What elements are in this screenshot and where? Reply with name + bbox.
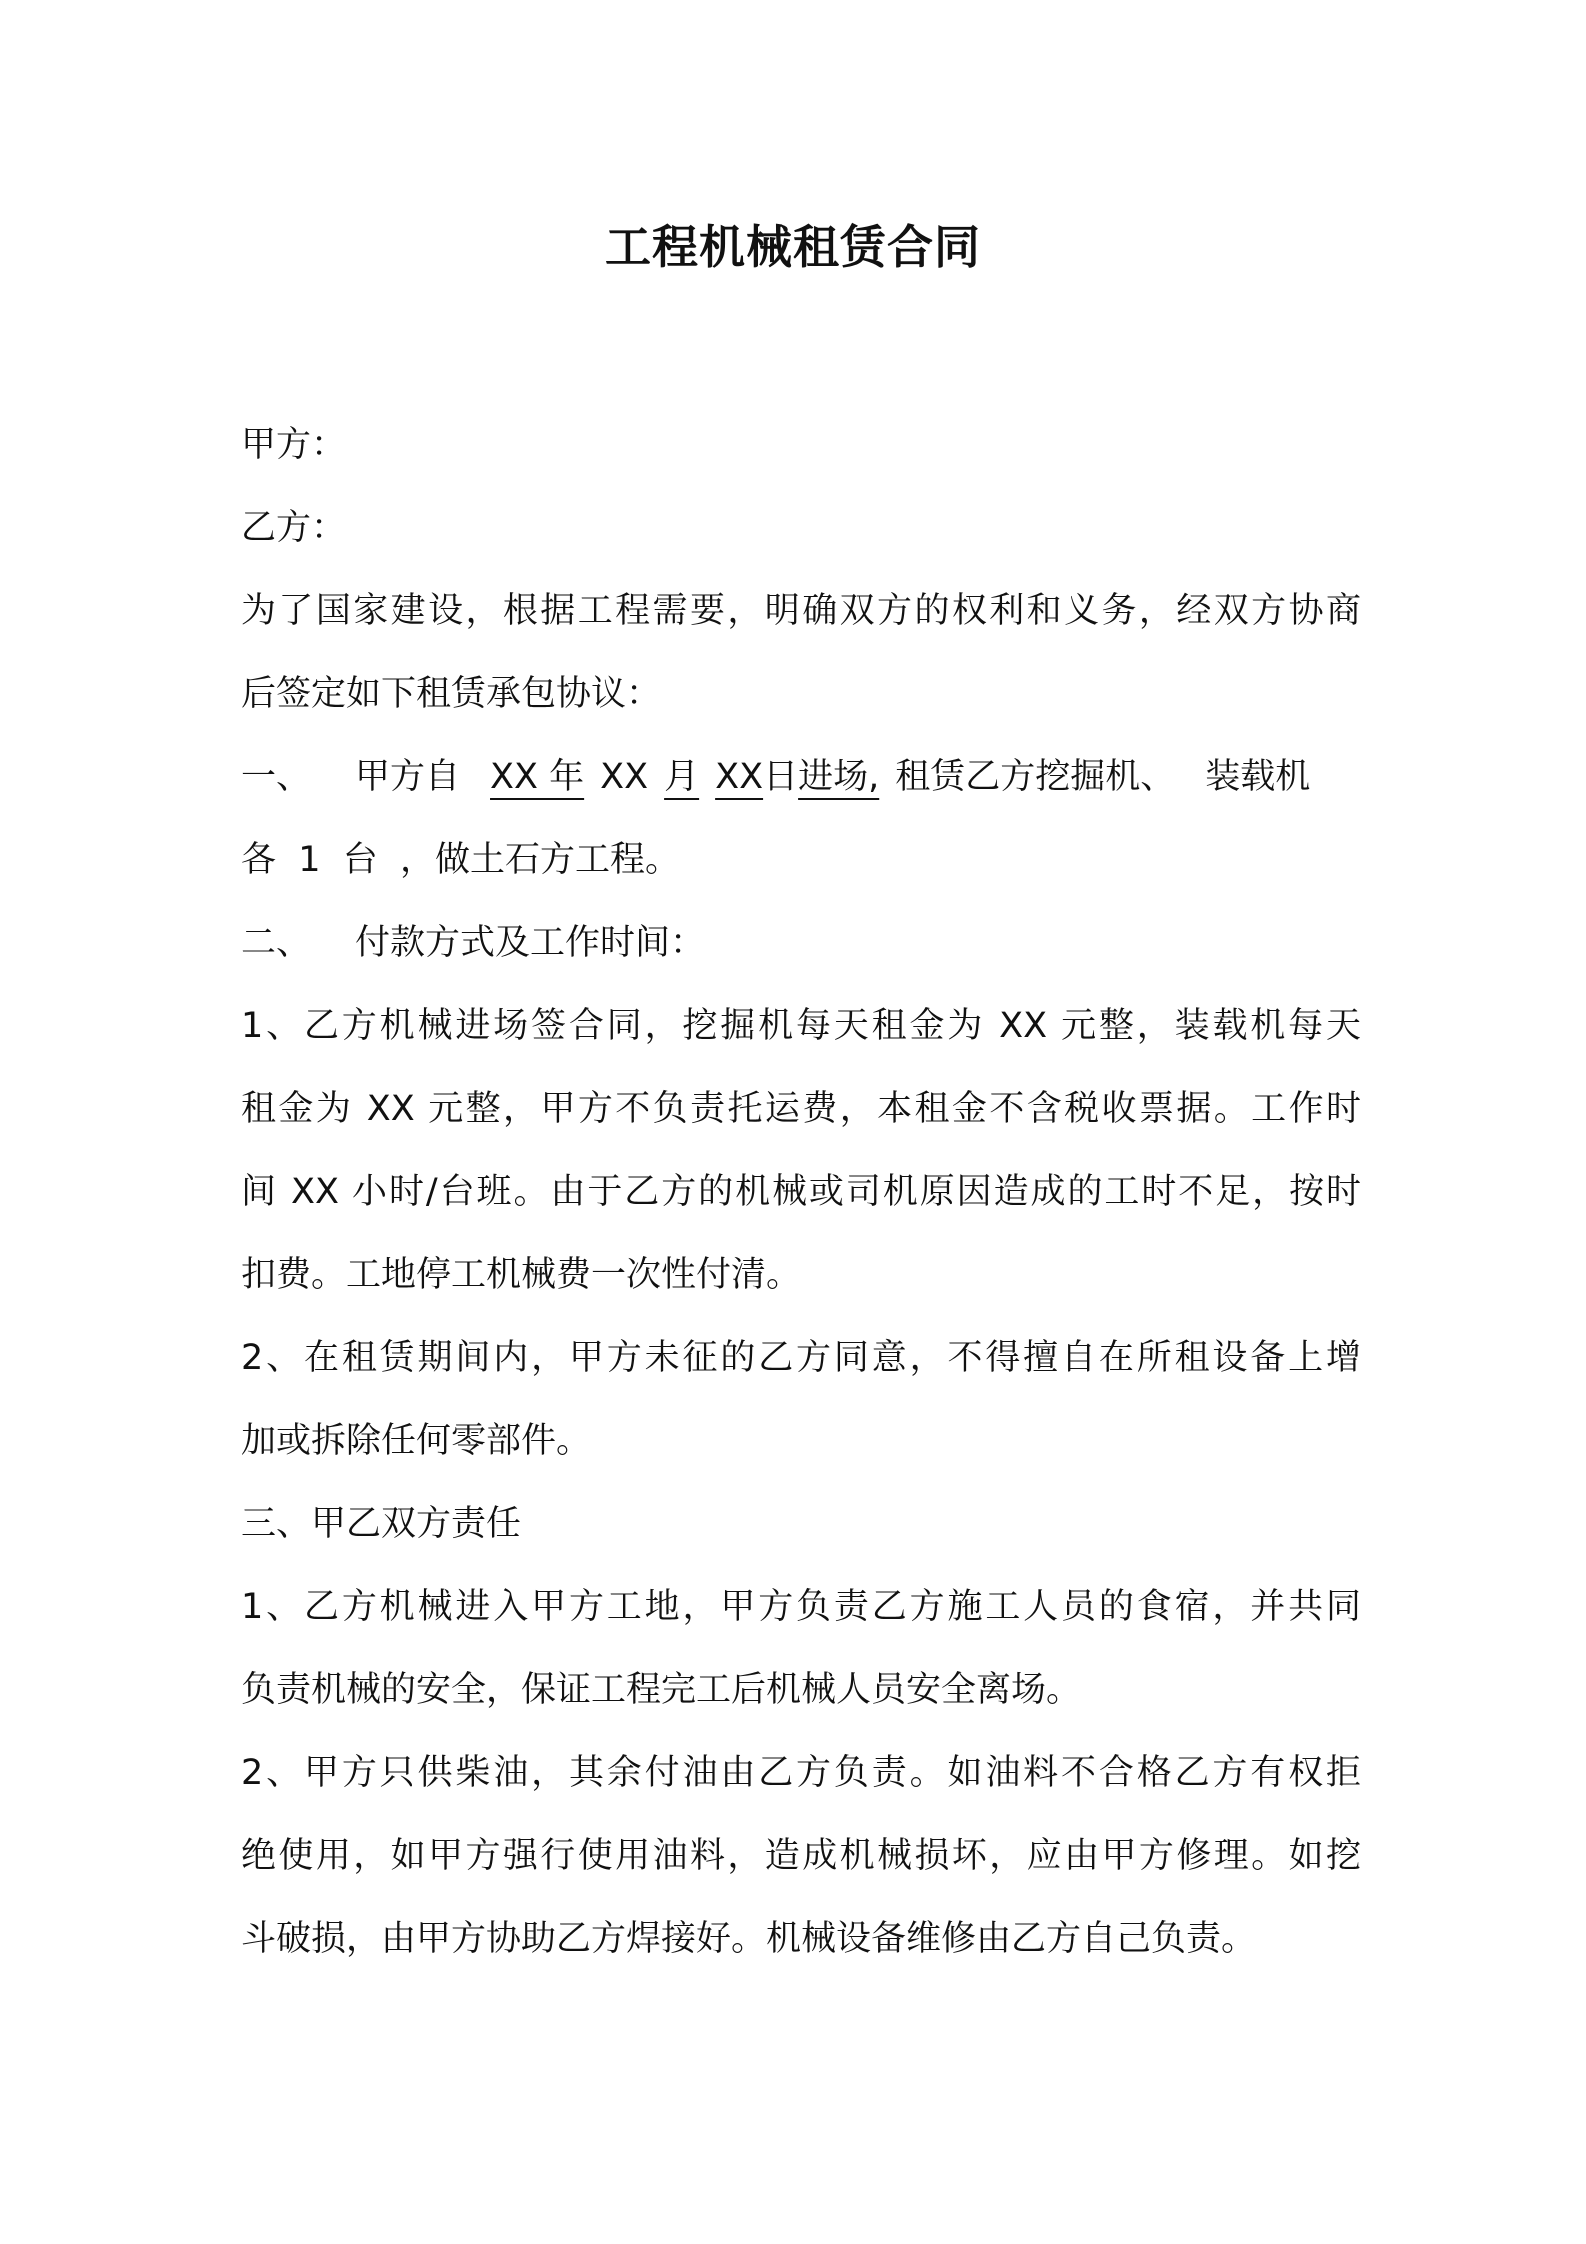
section2-heading-text: 付款方式及工作时间： xyxy=(355,923,706,963)
section1-enter: 进场, xyxy=(798,757,880,797)
section1-year-field: XX 年 xyxy=(490,757,585,797)
intro-line: 后签定如下租赁承包协议： xyxy=(241,674,662,714)
section1-line: 各 1 台 ，做土石方工程。 xyxy=(241,840,681,880)
section3-item1-line: 1、乙方机械进入甲方工地，甲方负责乙方施工人员的食宿，并共同 xyxy=(241,1587,1361,1627)
section1-day-unit: 日 xyxy=(763,757,799,797)
section1-day-value: XX xyxy=(715,757,764,797)
section2-item2-line: 加或拆除任何零部件。 xyxy=(241,1421,592,1461)
section3-item2-line: 绝使用，如甲方强行使用油料，造成机械损坏，应由甲方修理。如挖 xyxy=(241,1836,1361,1876)
section2-item2-line: 2、在租赁期间内，甲方未征的乙方同意，不得擅自在所租设备上增 xyxy=(241,1338,1361,1378)
section2-heading xyxy=(241,902,1361,985)
section2-item1-line: 间 XX 小时/台班。由于乙方的机械或司机原因造成的工时不足，按时 xyxy=(241,1172,1361,1212)
document-body xyxy=(241,404,1361,1981)
section1-number: 一、 xyxy=(241,757,312,797)
section1-month-value: XX xyxy=(600,757,649,797)
section3-item2-line: 斗破损，由甲方协助乙方焊接好。机械设备维修由乙方自己负责。 xyxy=(241,1919,1257,1959)
section1-loader: 装载机 xyxy=(1205,757,1311,797)
document-title: 工程机械租赁合同 xyxy=(605,220,981,274)
section3-item1-line: 负责机械的安全，保证工程完工后机械人员安全离场。 xyxy=(241,1670,1082,1710)
section1-month-unit: 月 xyxy=(664,757,700,797)
section1-line xyxy=(241,736,1361,819)
party-a-line: 甲方： xyxy=(241,425,347,465)
section1-rent: 租赁乙方挖掘机、 xyxy=(895,757,1176,797)
section1-text-start: 甲方自 xyxy=(355,757,461,797)
section2-heading-number: 二、 xyxy=(241,923,312,963)
section3-heading: 三、甲乙双方责任 xyxy=(241,1504,522,1544)
party-b-line: 乙方： xyxy=(241,508,347,548)
section2-item1-line: 1、乙方机械进场签合同，挖掘机每天租金为 XX 元整，装载机每天 xyxy=(241,1006,1361,1046)
intro-line: 为了国家建设，根据工程需要，明确双方的权利和义务，经双方协商 xyxy=(241,591,1361,631)
section2-item1-line: 租金为 XX 元整，甲方不负责托运费，本租金不含税收票据。工作时 xyxy=(241,1089,1361,1129)
section3-item2-line: 2、甲方只供柴油，其余付油由乙方负责。如油料不合格乙方有权拒 xyxy=(241,1753,1361,1793)
section2-item1-line: 扣费。工地停工机械费一次性付清。 xyxy=(241,1255,802,1295)
